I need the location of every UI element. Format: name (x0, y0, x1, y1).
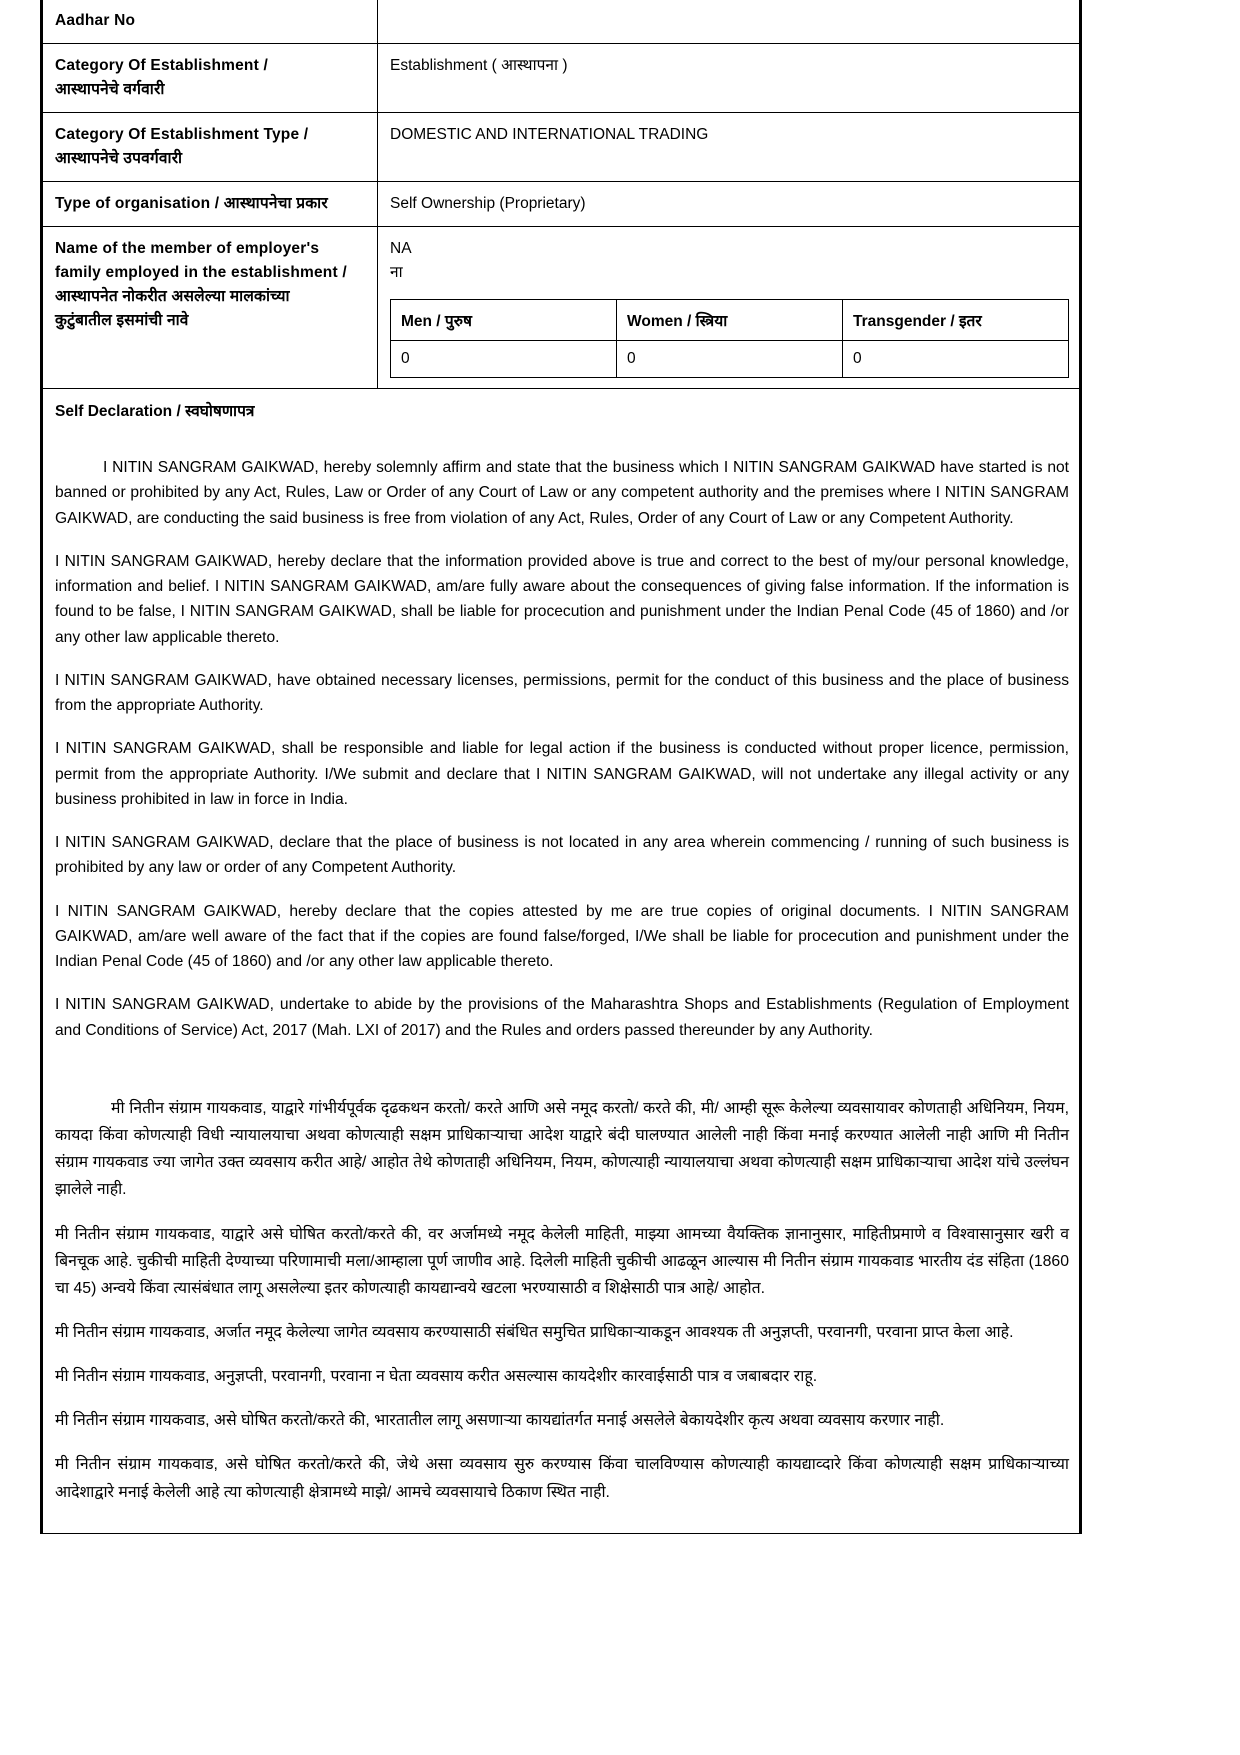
category-of-establishment-value-cell (378, 44, 1080, 113)
gender-header-transgender: Transgender / इतर (843, 300, 1069, 341)
declaration-paragraph-en-1: I NITIN SANGRAM GAIKWAD, hereby solemnly affirm and state that the business which I NITIN SANGRAM GAIKWAD have started is not banned or prohibited by any Act, Rules, Law or Order of any Court of Law or any competent authority and the premises where I NITIN SANGRAM GAIKWAD, are conducting the said business is free from violation of any Act, Rules, Order of any Court of Law or any Competent Authority. (55, 459, 1069, 527)
self-declaration-title: Self Declaration / स्वघोषणापत्र (55, 403, 255, 421)
category-of-establishment-type-value: DOMESTIC AND INTERNATIONAL TRADING (390, 126, 709, 144)
category-of-establishment-label-cell (43, 44, 378, 113)
declaration-paragraph-mr-5: मी नितीन संग्राम गायकवाड, असे घोषित करतो/करते की, भारतातील लागू असणाऱ्या कायद्यांतर्गत मनाई असलेले बेकायदेशीर कृत्य अथवा व्यवसाय करणार नाही. (55, 1412, 945, 1430)
type-of-organisation-label: Type of organisation / आस्थापनेचा प्रकार (55, 195, 328, 213)
declaration-paragraph-en-2: I NITIN SANGRAM GAIKWAD, hereby declare that the information provided above is true and correct to the best of my/our personal knowledge, information and belief. I NITIN SANGRAM GAIKWAD, am/are fully aware about the consequences of giving false information. If the information is found to be false, I NITIN SANGRAM GAIKWAD, shall be liable for procecution and punishment under the Indian Penal Code (45 of 1860) and /or any other law applicable thereto. (55, 552, 1069, 646)
declaration-paragraph-en-7: I NITIN SANGRAM GAIKWAD, undertake to abide by the provisions of the Maharashtra Shops and Establishments (Regulation of Employment and Conditions of Service) Act, 2017 (Mah. LXI of 2017) and the Rules and orders passed thereunder by any Authority. (55, 996, 1069, 1039)
table-row (43, 44, 1080, 113)
category-of-establishment-type-label-en: Category Of Establishment Type / (55, 126, 309, 144)
category-of-establishment-type-label-mr: आस्थापनेचे उपवर्गवारी (55, 150, 183, 168)
declaration-paragraph-en-6: I NITIN SANGRAM GAIKWAD, hereby declare that the copies attested by me are true copies of original documents. I NITIN SANGRAM GAIKWAD, am/are well aware of the fact that if the copies are found false/forged, I/We shall be liable for procecution and punishment under the Indian Penal Code (45 of 1860) and /or any other law applicable thereto. (55, 902, 1069, 971)
table-row (43, 0, 1080, 44)
type-of-organisation-value-cell (378, 182, 1080, 227)
gender-value-men: 0 (391, 341, 617, 378)
category-of-establishment-type-label-cell (43, 113, 378, 182)
declaration-paragraph-en-5: I NITIN SANGRAM GAIKWAD, declare that the place of business is not located in any area wherein commencing / running of such business is prohibited by any law or order of any Competent Authority. (55, 834, 1069, 877)
declaration-paragraph-mr-2: मी नितीन संग्राम गायकवाड, याद्वारे असे घोषित करतो/करते की, वर अर्जामध्ये नमूद केलेली माहिती, माझ्या आमच्या वैयक्तिक ज्ञानानुसार, माहितीप्रमाणे व विश्वासानुसार खरी व बिनचूक आहे. चुकीची माहिती देण्याच्या परिणामाची मला/आम्हाला पूर्ण जाणीव आहे. दिलेली माहिती चुकीची आढळून आल्यास मी नितीन संग्राम गायकवाड भारतीय दंड संहिता (1860 चा 45) अन्वये किंवा त्यासंबंधात लागू असलेल्या इतर कोणत्याही कायद्यान्वये खटला भरण्यासाठी व शिक्षेसाठी पात्र आहे/ आहोत. (55, 1225, 1069, 1297)
gender-header-women: Women / स्त्रिया (617, 300, 843, 341)
family-member-label-mr-line1: आस्थापनेत नोकरीत असलेल्या मालकांच्या (55, 288, 290, 306)
table-row (43, 113, 1080, 182)
declaration-paragraph-mr-4: मी नितीन संग्राम गायकवाड, अनुज्ञप्ती, परवानगी, परवाना न घेता व्यवसाय करीत असल्यास कायदेशीर कारवाईसाठी पात्र व जबाबदार राहू. (55, 1368, 818, 1386)
table-row (43, 182, 1080, 227)
declaration-paragraph-mr-3: मी नितीन संग्राम गायकवाड, अर्जात नमूद केलेल्या जागेत व्यवसाय करण्यासाठी संबंधित समुचित प्राधिकाऱ्याकडून आवश्यक ती अनुज्ञप्ती, परवानगी, परवाना प्राप्त केला आहे. (55, 1323, 1014, 1341)
declaration-paragraph-en-4: I NITIN SANGRAM GAIKWAD, shall be responsible and liable for legal action if the business is conducted without proper licence, permission, permit from the appropriate Authority. I/We submit and declare that I NITIN SANGRAM GAIKWAD, will not undertake any illegal activity or any business prohibited in law in force in India. (55, 740, 1069, 808)
gender-value-women: 0 (617, 341, 843, 378)
gender-value-transgender: 0 (843, 341, 1069, 378)
declaration-paragraph-mr-1: मी नितीन संग्राम गायकवाड, याद्वारे गांभीर्यपूर्वक दृढकथन करतो/ करते आणि असे नमूद करतो/ करते की, मी/ आम्ही सूरू केलेल्या व्यवसायावर कोणताही अधिनियम, नियम, कायदा किंवा कोणत्याही विधी न्यायालयाचा अथवा कोणत्याही सक्षम प्राधिकाऱ्याचा आदेश याद्वारे बंदी घालण्यात आलेली नाही किंवा मनाई करण्यात आलेली नाही आणि मी नितीन संग्राम गायकवाड ज्या जागेत उक्त व्यवसाय करीत आहे/ आहोत तेथे कोणताही अधिनियम, नियम, कोणत्याही न्यायालयाचा अथवा कोणत्याही सक्षम प्राधिकाऱ्याचा आदेश यांचे उल्लंघन झालेले नाही. (55, 1099, 1069, 1199)
family-member-value-mr: ना (390, 264, 403, 282)
gender-value-row (391, 341, 1069, 378)
type-of-organisation-value: Self Ownership (Proprietary) (390, 195, 586, 213)
family-member-label-cell (43, 227, 378, 389)
table-row (43, 227, 1080, 389)
category-of-establishment-type-value-cell (378, 113, 1080, 182)
declaration-paragraph-en-3: I NITIN SANGRAM GAIKWAD, have obtained necessary licenses, permissions, permit for the conduct of this business and the place of business from the appropriate Authority. (55, 671, 1069, 715)
table-row (43, 389, 1080, 1534)
family-member-label-en-line2: family employed in the establishment / (55, 264, 347, 282)
type-of-organisation-label-cell (43, 182, 378, 227)
family-member-label-mr-line2: कुटुंबातील इसमांची नावे (55, 312, 189, 330)
form-frame (40, 0, 1082, 1534)
establishment-details-table (42, 0, 1080, 1534)
category-of-establishment-label-mr: आस्थापनेचे वर्गवारी (55, 81, 165, 99)
aadhar-no-value-cell (378, 0, 1080, 44)
self-declaration-cell (43, 389, 1080, 1534)
declaration-paragraph-mr-6: मी नितीन संग्राम गायकवाड, असे घोषित करतो/करते की, जेथे असा व्यवसाय सुरु करण्यास किंवा चालविण्यास कोणत्याही कायद्याव्दारे किंवा कोणत्याही सक्षम प्राधिकाऱ्याच्या आदेशाद्वारे मनाई केलेली आहे त्या कोणत्याही क्षेत्रामध्ये माझे/ आमचे व्यवसायाचे ठिकाण स्थित नाही. (55, 1456, 1069, 1501)
family-member-label-en-line1: Name of the member of employer's (55, 240, 320, 258)
gender-count-table (390, 299, 1069, 378)
aadhar-no-label: Aadhar No (55, 12, 136, 29)
gender-header-row (391, 300, 1069, 341)
family-member-value-en: NA (390, 240, 412, 258)
category-of-establishment-value: Establishment ( आस्थापना ) (390, 57, 568, 75)
aadhar-no-label-cell (43, 0, 378, 44)
language-separator (55, 1061, 1069, 1071)
category-of-establishment-label-en: Category Of Establishment / (55, 57, 268, 75)
gender-header-men: Men / पुरुष (391, 300, 617, 341)
family-member-value-cell (378, 227, 1080, 389)
